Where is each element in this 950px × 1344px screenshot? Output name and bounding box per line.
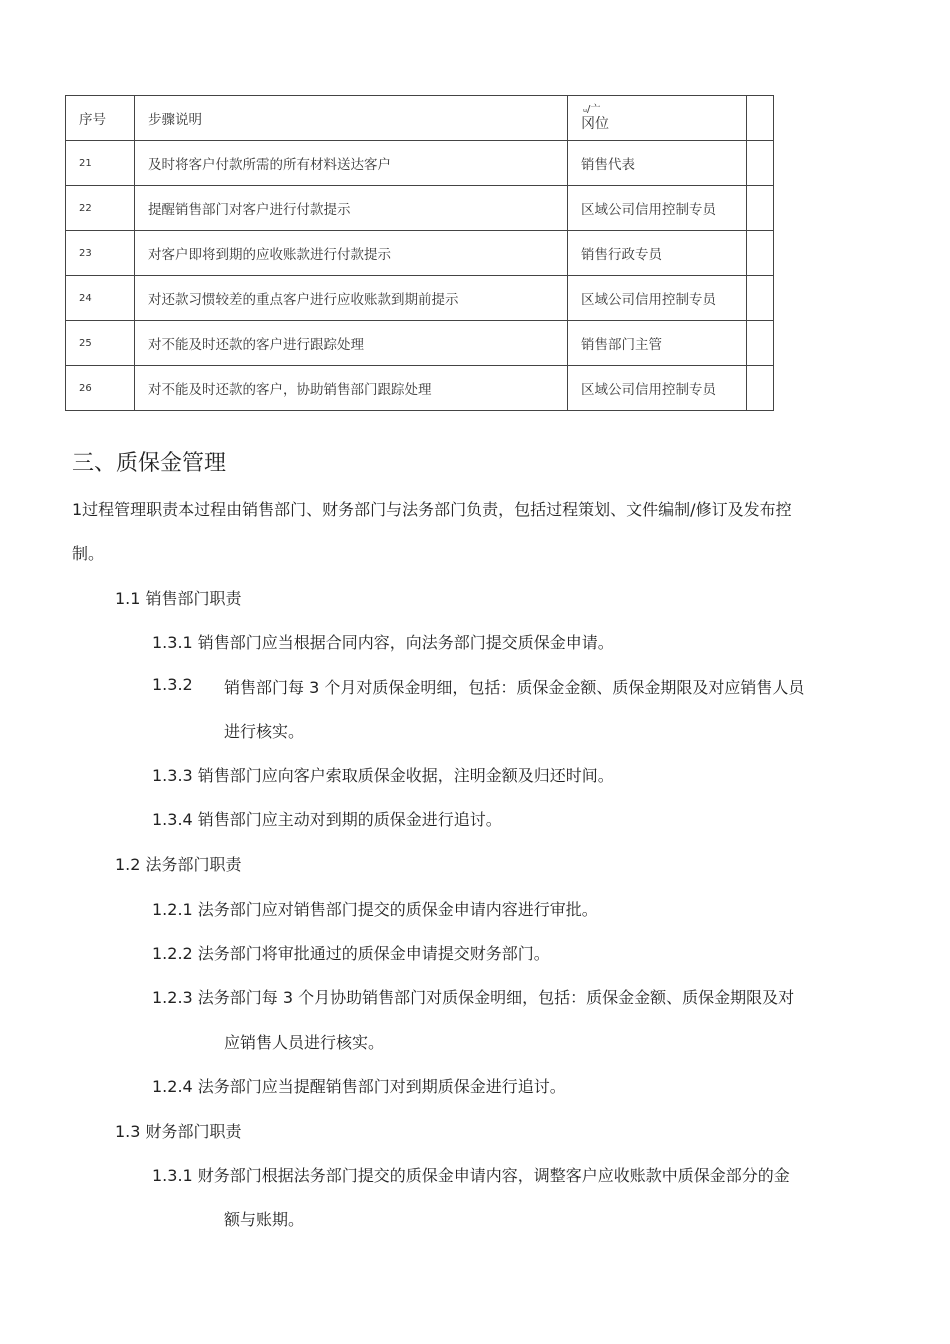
row-seq: 21 — [66, 141, 135, 186]
item-1-3-4: 1.3.4 销售部门应主动对到期的质保金进行追讨。 — [152, 810, 502, 829]
item-1-2-3-line-2: 应销售人员进行核实。 — [224, 1033, 385, 1052]
row-desc: 提醒销售部门对客户进行付款提示 — [135, 186, 568, 231]
item-1-3-1: 1.3.1 销售部门应当根据合同内容，向法务部门提交质保金申请。 — [152, 633, 614, 652]
row-position: 区域公司信用控制专员 — [568, 366, 747, 411]
table-header-row — [66, 96, 774, 141]
row-position: 销售行政专员 — [568, 231, 747, 276]
row-desc: 对客户即将到期的应收账款进行付款提示 — [135, 231, 568, 276]
row-seq: 26 — [66, 366, 135, 411]
item-1-2-3-line-1: 1.2.3 法务部门每 3 个月协助销售部门对质保金明细，包括：质保金金额、质保金期限及对 — [152, 988, 795, 1007]
table-row — [66, 321, 774, 366]
item-1-3-3: 1.3.3 销售部门应向客户索取质保金收据，注明金额及归还时间。 — [152, 766, 614, 785]
table-row — [66, 366, 774, 411]
subsection-legal-title: 1.2 法务部门职责 — [115, 855, 242, 874]
row-seq: 23 — [66, 231, 135, 276]
header-position — [568, 96, 747, 141]
item-1-2-1: 1.2.1 法务部门应对销售部门提交的质保金申请内容进行审批。 — [152, 900, 598, 919]
subsection-sales-title: 1.1 销售部门职责 — [115, 589, 242, 608]
header-desc: 步骤说明 — [135, 96, 568, 141]
header-extra — [747, 96, 774, 141]
header-seq: 序号 — [66, 96, 135, 141]
header-position-label: 冈位 — [581, 115, 609, 132]
row-desc: 对还款习惯较差的重点客户进行应收账款到期前提示 — [135, 276, 568, 321]
header-position-top: ᵤ/亠 — [583, 103, 601, 115]
row-position: 销售代表 — [568, 141, 747, 186]
table-row — [66, 186, 774, 231]
row-seq: 25 — [66, 321, 135, 366]
row-position: 区域公司信用控制专员 — [568, 276, 747, 321]
steps-table — [65, 95, 774, 411]
row-desc: 对不能及时还款的客户进行跟踪处理 — [135, 321, 568, 366]
item-1-3-2-line-1: 销售部门每 3 个月对质保金明细，包括：质保金金额、质保金期限及对应销售人员 — [224, 678, 805, 697]
item-1-2-2: 1.2.2 法务部门将审批通过的质保金申请提交财务部门。 — [152, 944, 550, 963]
row-seq: 22 — [66, 186, 135, 231]
table-row — [66, 231, 774, 276]
item-finance-1-3-1-line-2: 额与账期。 — [224, 1210, 305, 1229]
row-extra — [747, 186, 774, 231]
table-row — [66, 276, 774, 321]
row-extra — [747, 141, 774, 186]
row-desc: 对不能及时还款的客户，协助销售部门跟踪处理 — [135, 366, 568, 411]
item-1-3-2-number: 1.3.2 — [152, 675, 193, 694]
section-heading: 三、质保金管理 — [72, 451, 227, 476]
row-position: 区域公司信用控制专员 — [568, 186, 747, 231]
item-finance-1-3-1-line-1: 1.3.1 财务部门根据法务部门提交的质保金申请内容，调整客户应收账款中质保金部分的金 — [152, 1166, 790, 1185]
item-1-2-4: 1.2.4 法务部门应当提醒销售部门对到期质保金进行追讨。 — [152, 1077, 566, 1096]
row-extra — [747, 231, 774, 276]
subsection-finance-title: 1.3 财务部门职责 — [115, 1122, 242, 1141]
row-desc: 及时将客户付款所需的所有材料送达客户 — [135, 141, 568, 186]
row-extra — [747, 321, 774, 366]
intro-line-2: 制。 — [72, 544, 105, 563]
table-row — [66, 141, 774, 186]
row-extra — [747, 276, 774, 321]
intro-line-1: 1过程管理职责本过程由销售部门、财务部门与法务部门负责，包括过程策划、文件编制/修订及发布控 — [72, 500, 792, 519]
item-1-3-2-line-2: 进行核实。 — [224, 722, 305, 741]
row-position: 销售部门主管 — [568, 321, 747, 366]
row-seq: 24 — [66, 276, 135, 321]
row-extra — [747, 366, 774, 411]
